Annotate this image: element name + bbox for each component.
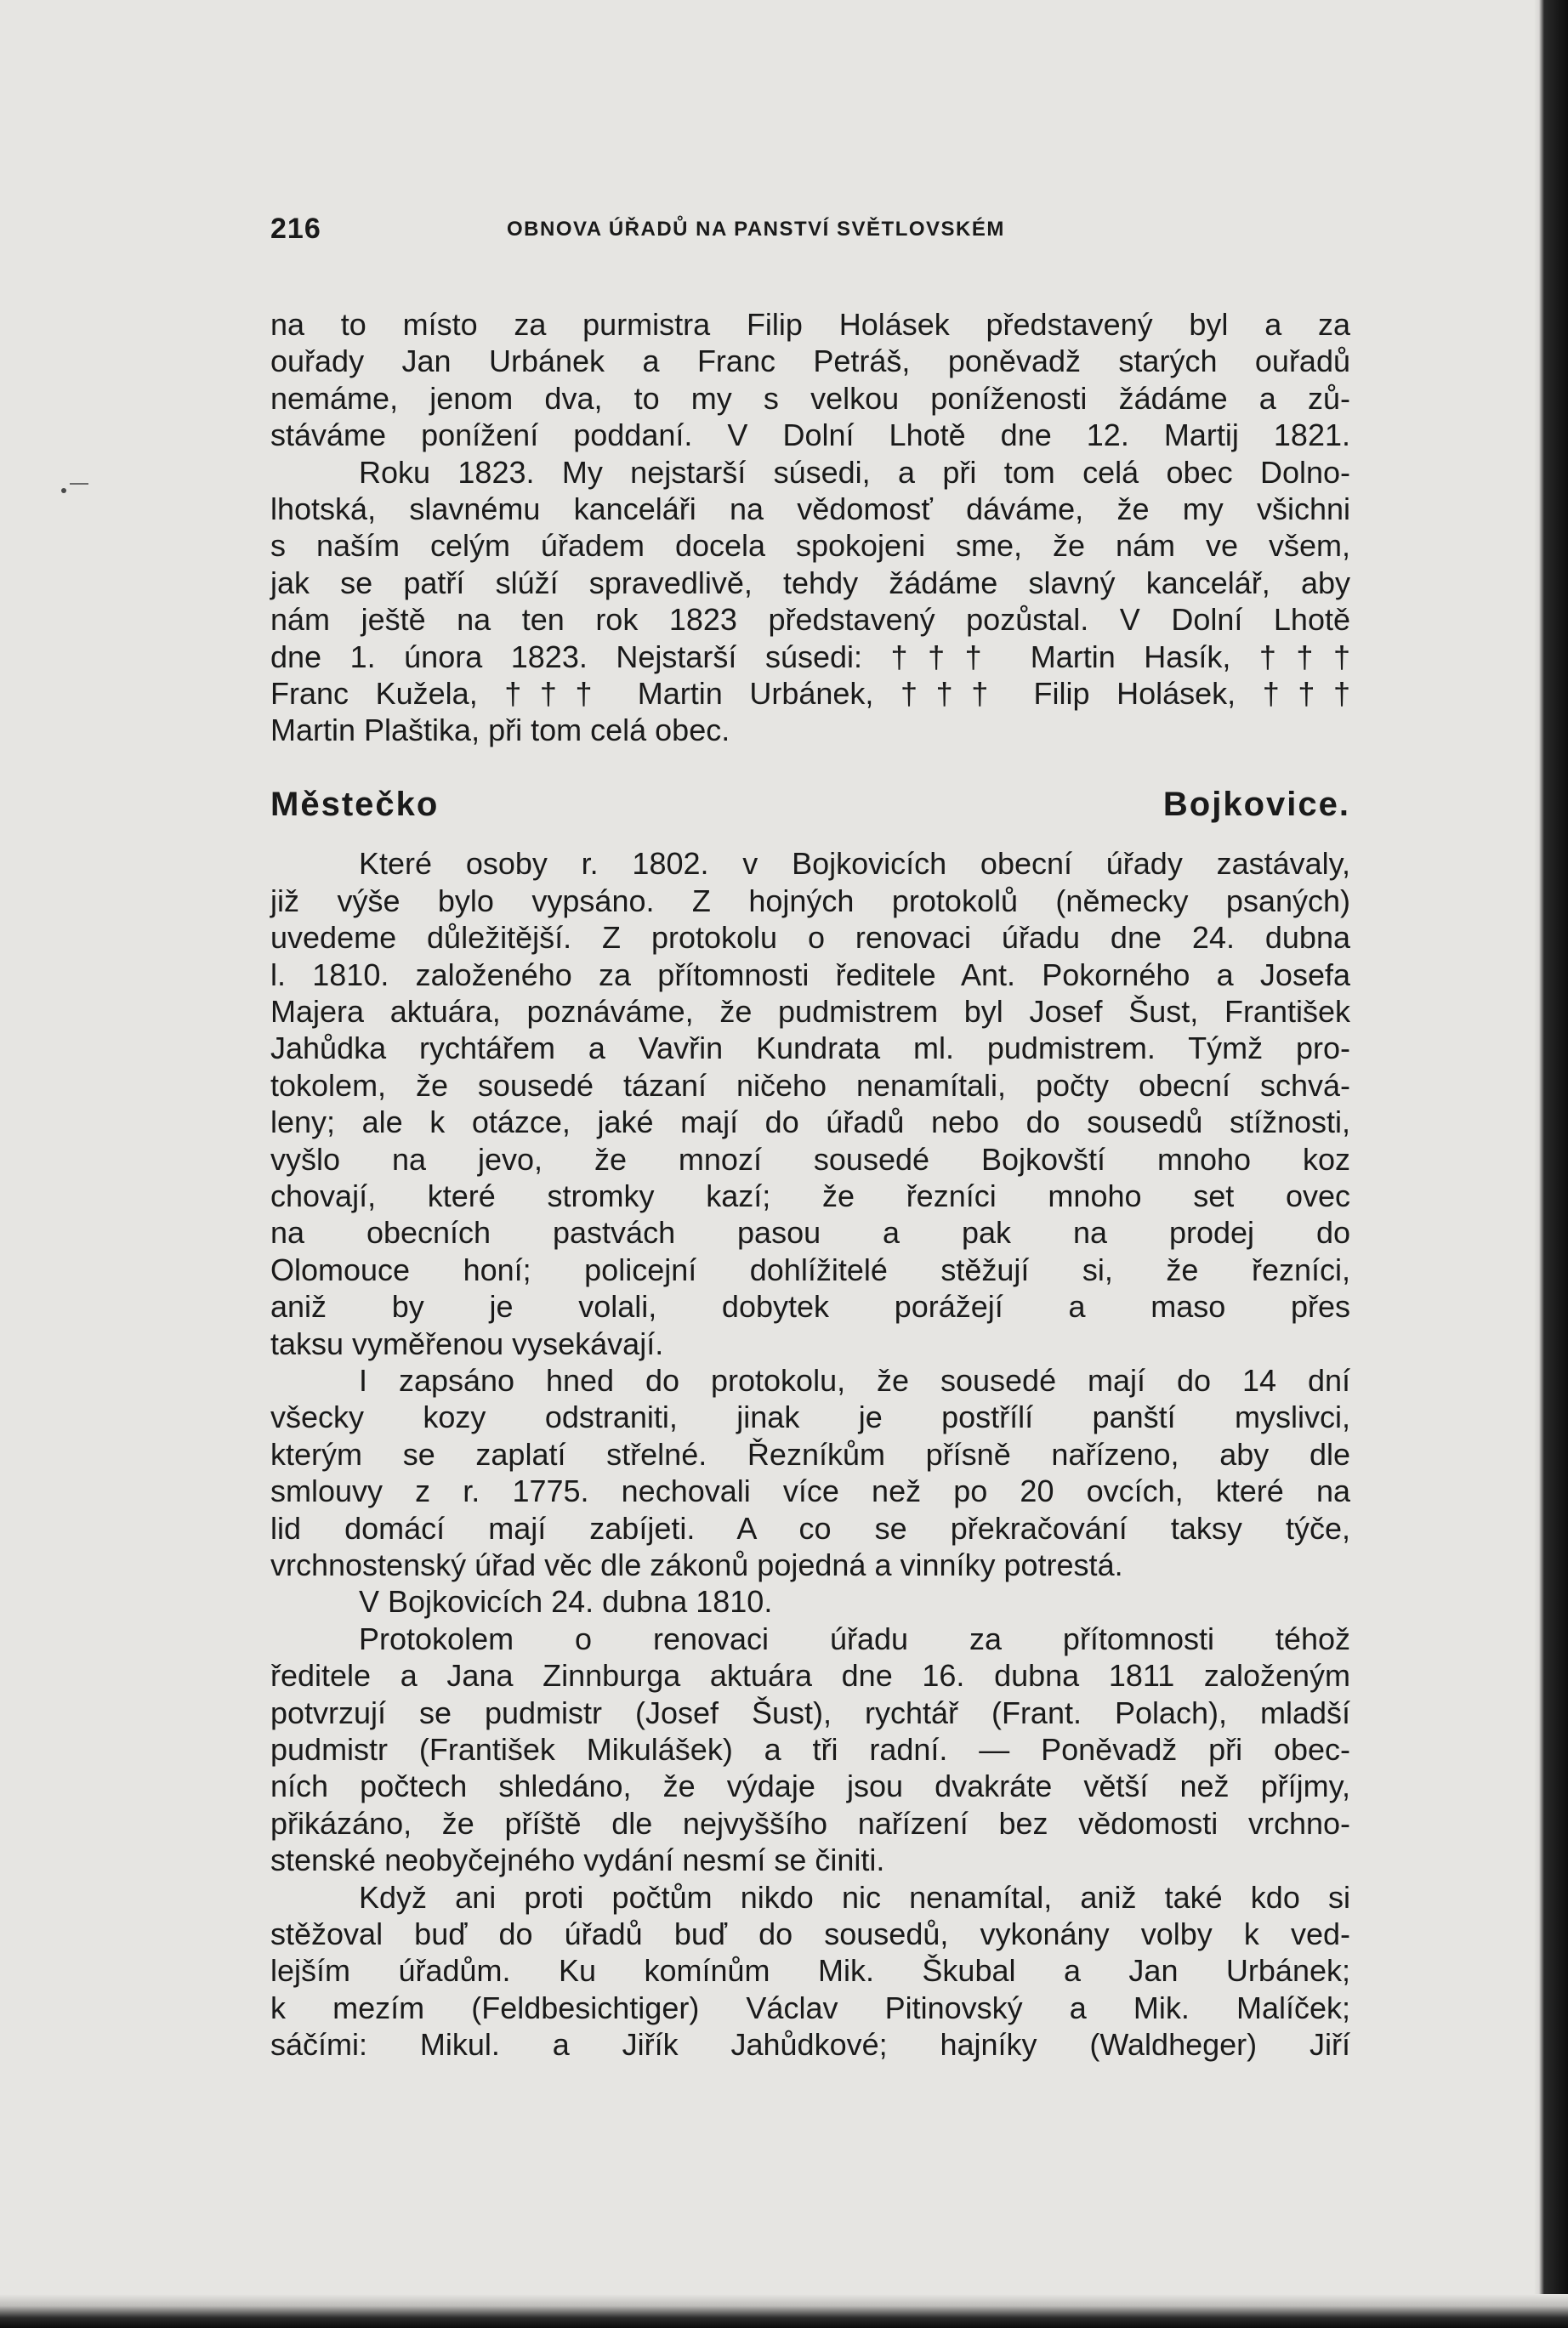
text-line: Martin Plaštika, při tom celá obec. [270,713,730,748]
text-line: ředitele a Jana Zinnburga aktuára dne 16. dubna 1811 založeným [270,1658,1350,1694]
paragraph [270,845,1350,1362]
text-line: Jahůdka rychtářem a Vavřin Kundrata ml. pudmistrem. Týmž pro- [270,1031,1350,1066]
text-line: smlouvy z r. 1775. nechovali více než po 20 ovcích, které na [270,1473,1350,1509]
margin-mark [61,483,95,495]
text-line: chovají, které stromky kazí; že řezníci mnoho set ovec [270,1178,1350,1213]
text-line: aniž by je volali, dobytek porážejí a maso přes [270,1289,1350,1325]
text-line: stenské neobyčejného vydání nesmí se činiti. [270,1843,885,1878]
text-line: k mezím (Feldbesichtiger) Václav Pitinovský a Mik. Malíček; [270,1990,1350,2025]
scan-border-right [1534,0,1568,2328]
text-line: lid domácí mají zabíjeti. A co se překračování taksy týče, [270,1510,1350,1546]
scan-border-bottom [0,2294,1568,2328]
text-line: již výše bylo vypsáno. Z hojných protokolů (německy psaných) [270,883,1350,918]
text-line: stáváme ponížení poddaní. V Dolní Lhotě dne 12. Martij 1821. [270,417,1350,453]
book-page [270,204,1350,2064]
paragraph [270,1879,1350,2064]
text-line: leny; ale k otázce, jaké mají do úřadů nebo do sousedů stížnosti, [270,1104,1350,1140]
text-line: dne 1. února 1823. Nejstarší súsedi: ††† Martin Hasík, ††† [270,639,1350,674]
text-line: l. 1810. založeného za přítomnosti ředitele Ant. Pokorného a Josefa [270,957,1350,992]
text-line: vyšlo na jevo, že mnozí sousedé Bojkovští mnoho koz [270,1141,1350,1177]
text-line: potvrzují se pudmistr (Josef Šust), rychtář (Frant. Polach), mladší [270,1695,1350,1730]
section-heading: Městečko Bojkovice. [270,785,1350,823]
running-head [270,204,1350,255]
text-line: kterým se zaplatí střelné. Řezníkům přísně nařízeno, aby dle [270,1436,1350,1472]
text-line: Olomouce honí; policejní dohlížitelé stěžují si, že řezníci, [270,1252,1350,1287]
text-line: ouřady Jan Urbánek a Franc Petráš, poněvadž starých ouřadů [270,344,1350,379]
text-line: pudmistr (František Mikulášek) a tři radní. — Poněvadž při obec- [270,1732,1350,1768]
text-line: stěžoval buď do úřadů buď do sousedů, vykonány volby k ved- [270,1916,1350,1952]
text-line: všecky kozy odstraniti, jinak je postřílí panští myslivci, [270,1400,1350,1435]
text-line: nemáme, jenom dva, to my s velkou poníženosti žádáme a zů- [270,380,1350,416]
text-line: lhotská, slavnému kanceláři na vědomosť dáváme, že my všichni [270,491,1350,527]
text-line: ních počtech shledáno, že výdaje jsou dvakráte větší než příjmy, [270,1769,1350,1804]
text-line: vrchnostenský úřad věc dle zákonů pojedná a vinníky potrestá. [270,1547,1123,1582]
text-line: Majera aktuára, poznáváme, že pudmistrem byl Josef Šust, František [270,993,1350,1029]
text-line: na to místo za purmistra Filip Holásek představený byl a za [270,307,1350,342]
text-line: s naším celým úřadem docela spokojeni sme, že nám ve všem, [270,528,1350,564]
text-line: Franc Kužela, ††† Martin Urbánek, ††† Filip Holásek, ††† [270,676,1350,712]
text-line: Které osoby r. 1802. v Bojkovicích obecní úřady zastávaly, [359,846,1350,882]
text-line: lejším úřadům. Ku komínům Mik. Škubal a Jan Urbánek; [270,1953,1350,1989]
text-line: I zapsáno hned do protokolu, že sousedé mají do 14 dní [359,1362,1350,1398]
text-line: tokolem, že sousedé tázaní ničeho nenamítali, počty obecní schvá- [270,1067,1350,1103]
text-line: nám ještě na ten rok 1823 představený pozůstal. V Dolní Lhotě [270,602,1350,638]
body-text [270,306,1350,2064]
text-line: sáčími: Mikul. a Jiřík Jahůdkové; hajníky (Waldheger) Jiří [270,2027,1350,2063]
page-number: 216 [270,213,321,245]
margin-dash [70,483,88,485]
text-line: Když ani proti počtům nikdo nic nenamítal, aniž také kdo si [359,1879,1350,1915]
margin-dot [61,488,66,493]
text-line: taksu vyměřenou vysekávají. [270,1326,664,1361]
text-line: Protokolem o renovaci úřadu za přítomnosti téhož [359,1621,1350,1656]
text-line: na obecních pastvách pasou a pak na prodej do [270,1215,1350,1251]
paragraph [270,306,1350,454]
paragraph [270,1583,1350,1620]
paragraph [270,1362,1350,1583]
paragraph [270,1621,1350,1879]
text-line: přikázáno, že příště dle nejvyššího nařízení bez vědomosti vrchno- [270,1805,1350,1841]
text-line: jak se patří slúží spravedlivě, tehdy žádáme slavný kancelář, aby [270,565,1350,600]
text-line: uvedeme důležitější. Z protokolu o renovaci úřadu dne 24. dubna [270,920,1350,956]
text-line: V Bojkovicích 24. dubna 1810. [359,1584,773,1620]
text-line: Roku 1823. My nejstarší súsedi, a při tom celá obec Dolno- [359,454,1350,490]
running-title: OBNOVA ÚŘADŮ NA PANSTVÍ SVĚTLOVSKÉM [507,218,1005,241]
paragraph [270,454,1350,749]
